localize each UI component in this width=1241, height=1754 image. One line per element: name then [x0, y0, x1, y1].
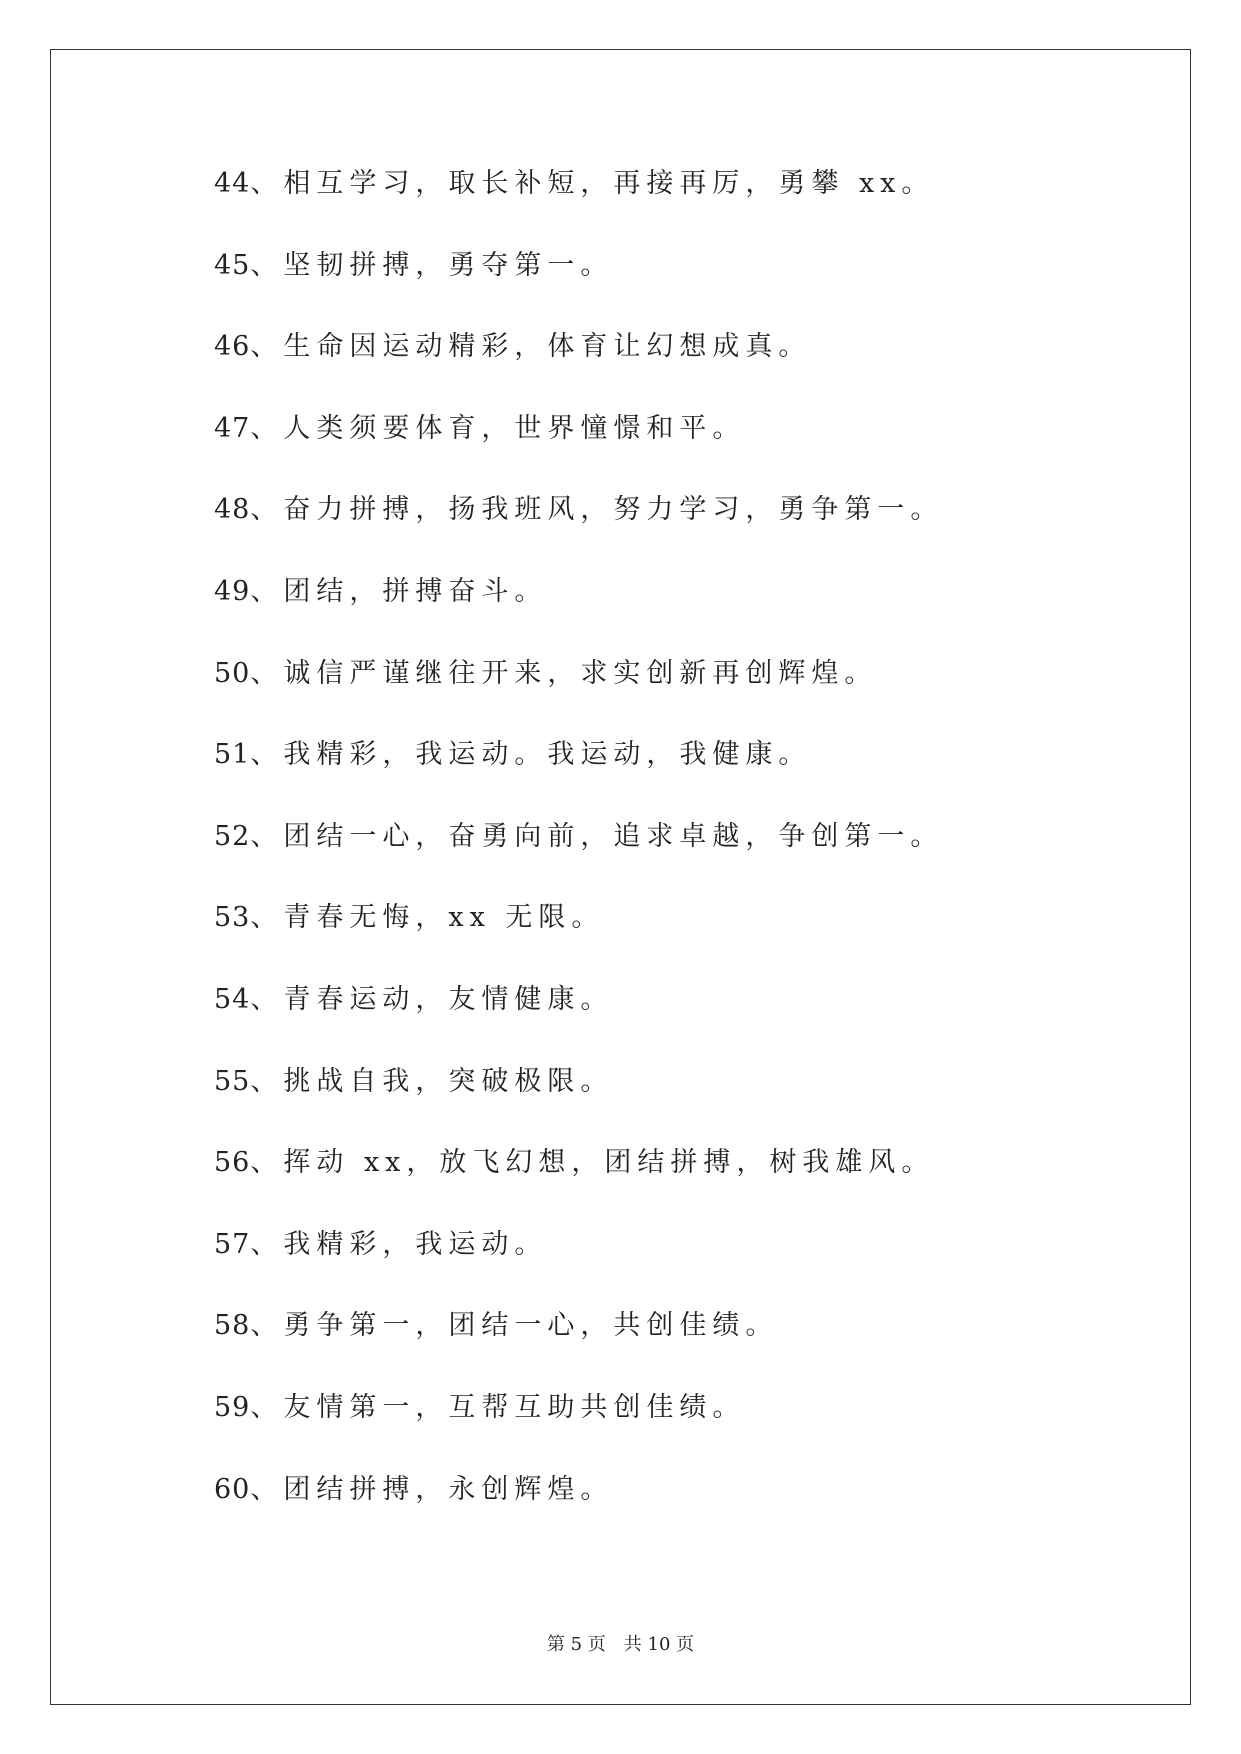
item-separator: 、 — [250, 1147, 284, 1179]
item-separator: 、 — [250, 902, 284, 934]
item-number: 53 — [214, 902, 251, 934]
item-text: 友情第一，互帮互助共创佳绩。 — [283, 1391, 746, 1423]
page-number: 第 5 页 — [546, 1634, 606, 1655]
list-item — [214, 166, 943, 248]
item-text: 我精彩，我运动。 — [283, 1228, 548, 1260]
item-number: 54 — [214, 983, 251, 1015]
item-separator: 、 — [250, 575, 284, 607]
item-separator: 、 — [250, 1473, 284, 1505]
list-item — [214, 737, 943, 819]
item-number: 44 — [214, 168, 251, 199]
item-number: 45 — [214, 249, 251, 281]
item-text: 人类须要体育，世界憧憬和平。 — [283, 412, 746, 444]
item-separator: 、 — [250, 494, 284, 526]
item-number: 55 — [214, 1065, 251, 1097]
page-total: 共 10 页 — [623, 1634, 695, 1655]
item-text: 诚信严谨继往开来，求实创新再创辉煌。 — [283, 657, 878, 689]
item-separator: 、 — [250, 1065, 284, 1097]
item-number: 56 — [214, 1147, 251, 1179]
item-text: 生命因运动精彩，体育让幻想成真。 — [283, 331, 812, 363]
list-item — [214, 900, 943, 982]
item-text: 挑战自我，突破极限。 — [283, 1065, 614, 1097]
item-separator: 、 — [250, 1391, 284, 1423]
list-item — [214, 1145, 943, 1227]
item-separator: 、 — [250, 820, 284, 852]
item-separator: 、 — [250, 331, 284, 363]
list-item — [214, 248, 943, 330]
item-number: 51 — [214, 739, 251, 771]
slogan-list — [214, 166, 943, 1553]
list-item — [214, 574, 943, 656]
item-separator: 、 — [250, 657, 284, 689]
item-number: 46 — [214, 331, 251, 363]
item-text: 相互学习，取长补短，再接再厉，勇攀 xx。 — [283, 168, 935, 199]
item-number: 52 — [214, 820, 251, 852]
item-number: 50 — [214, 657, 251, 689]
item-separator: 、 — [250, 412, 284, 444]
item-text: 团结，拼搏奋斗。 — [283, 575, 548, 607]
item-text: 坚韧拼搏，勇夺第一。 — [283, 249, 614, 281]
page-footer — [0, 1630, 1241, 1656]
item-number: 47 — [214, 412, 251, 444]
item-separator: 、 — [250, 983, 284, 1015]
list-item — [214, 656, 943, 738]
item-number: 49 — [214, 575, 251, 607]
item-text: 挥动 xx，放飞幻想，团结拼搏，树我雄风。 — [283, 1147, 935, 1179]
item-number: 57 — [214, 1228, 251, 1260]
list-item — [214, 492, 943, 574]
item-text: 勇争第一，团结一心，共创佳绩。 — [283, 1310, 779, 1342]
item-separator: 、 — [250, 249, 284, 281]
item-text: 团结一心，奋勇向前，追求卓越，争创第一。 — [283, 820, 944, 852]
item-text: 团结拼搏，永创辉煌。 — [283, 1473, 614, 1505]
item-number: 60 — [214, 1473, 251, 1505]
list-item — [214, 1064, 943, 1146]
item-text: 奋力拼搏，扬我班风，努力学习，勇争第一。 — [283, 494, 944, 526]
list-item — [214, 1390, 943, 1472]
list-item — [214, 819, 943, 901]
item-text: 青春无悔，xx 无限。 — [283, 902, 605, 934]
list-item — [214, 1308, 943, 1390]
item-number: 58 — [214, 1310, 251, 1342]
item-text: 我精彩，我运动。我运动，我健康。 — [283, 739, 812, 771]
list-item — [214, 1472, 943, 1554]
item-separator: 、 — [250, 1310, 284, 1342]
item-separator: 、 — [250, 168, 284, 199]
item-number: 59 — [214, 1391, 251, 1423]
item-text: 青春运动，友情健康。 — [283, 983, 614, 1015]
list-item — [214, 1227, 943, 1309]
list-item — [214, 329, 943, 411]
list-item — [214, 411, 943, 493]
item-separator: 、 — [250, 1228, 284, 1260]
item-number: 48 — [214, 494, 251, 526]
list-item — [214, 982, 943, 1064]
item-separator: 、 — [250, 739, 284, 771]
